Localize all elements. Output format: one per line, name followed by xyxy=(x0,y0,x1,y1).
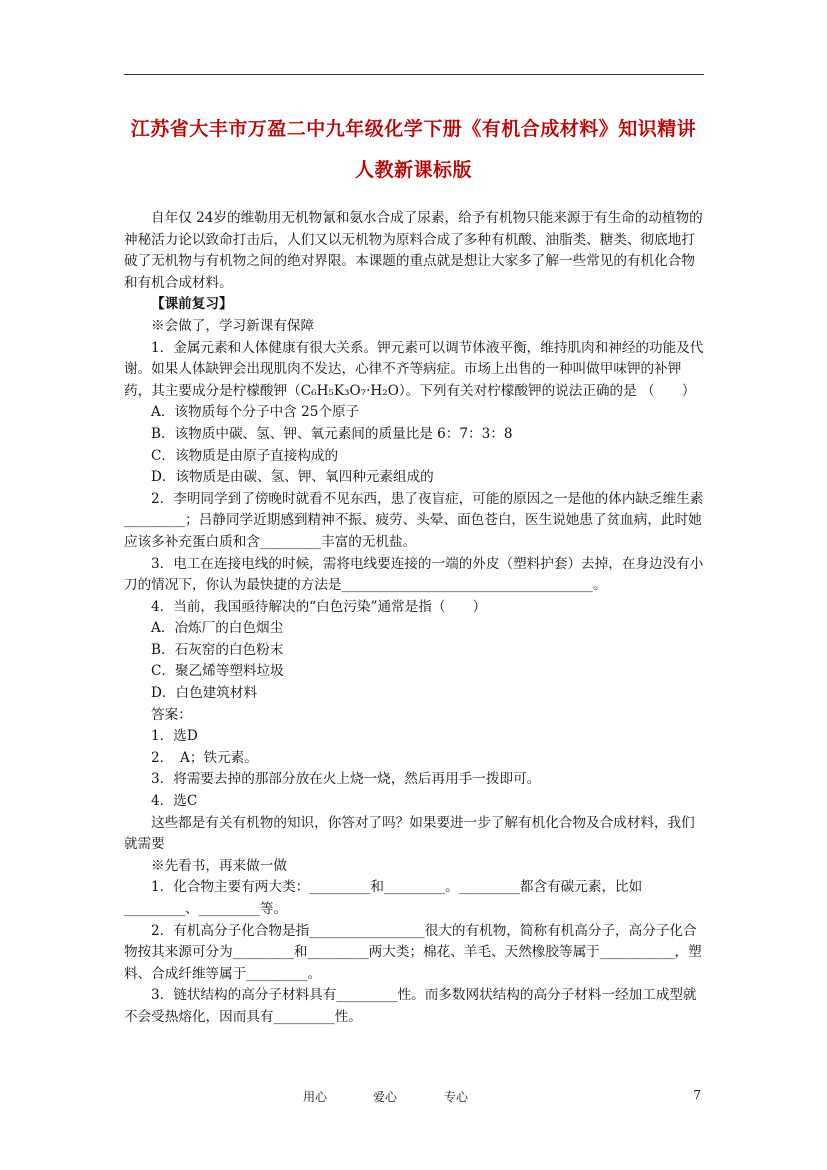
paragraph: 3．链状结构的高分子材料具有_________性。而多数网状结构的高分子材料一经加工成型就不会受热熔化，因而具有_________性。 xyxy=(124,987,697,1025)
header-rule xyxy=(124,74,704,75)
paragraph: D．该物质是由碳、氢、钾、氧四种元素组成的 xyxy=(151,469,434,486)
document-title: 江苏省大丰市万盈二中九年级化学下册《有机合成材料》知识精讲 xyxy=(130,118,697,140)
paragraph: ※先看书，再来做一做 xyxy=(151,857,287,874)
paragraph: 【课前复习】 xyxy=(151,296,233,313)
paragraph: 1．金属元素和人体健康有很大关系。钾元素可以调节体液平衡，维持肌肉和神经的功能及代谢。如果人体缺钾会出现肌肉不发达，心律不齐等病症。市场上出售的一种叫做甲味钾的补钾药，其主要成分是柠檬酸钾（C₆H₅K₃O₇·H₂O）。下列有关对柠檬酸钾的说法正确的是 （ ） xyxy=(124,339,704,399)
paragraph: 1．选D xyxy=(151,728,198,745)
paragraph: 2． A；铁元素。 xyxy=(151,749,258,766)
page-footer xyxy=(0,1088,827,1108)
paragraph: B．该物质中碳、氢、钾、氧元素间的质量比是 6：7：3：8 xyxy=(151,425,513,442)
paragraph: 1．化合物主要有两大类：_________和_________。_________都含有碳元素，比如_________、_________等。 xyxy=(124,879,643,917)
paragraph: 3．电工在连接电线的时候，需将电线要连接的一端的外皮（塑料护套）去掉，在身边没有小刀的情况下，你认为最快捷的方法是_____________________________________。 xyxy=(124,555,704,594)
paragraph: 4．当前，我国亟待解决的“白色污染”通常是指（ ） xyxy=(151,598,487,615)
document-body xyxy=(124,208,704,1029)
paragraph: A．该物质每个分子中含 25个原子 xyxy=(151,404,360,421)
footer-word: 专心 xyxy=(444,1090,469,1104)
paragraph: ※会做了，学习新课有保障 xyxy=(151,317,315,334)
paragraph: 2．李明同学到了傍晚时就看不见东西，患了夜盲症，可能的原因之一是他的体内缺乏维生素_________；吕静同学近期感到精神不振、疲劳、头晕、面色苍白，医生说她患了贫血病，此时她应该多补充蛋白质和含_________丰富的无机盐。 xyxy=(124,490,704,550)
document-subtitle: 人教新课标版 xyxy=(354,159,472,181)
paragraph: A．冶炼厂的白色烟尘 xyxy=(151,620,284,637)
footer-word: 用心 xyxy=(303,1090,328,1104)
paragraph: 答案： xyxy=(151,706,192,723)
paragraph: B．石灰窑的白色粉末 xyxy=(151,641,284,658)
page-number: 7 xyxy=(693,1088,701,1102)
paragraph: 2．有机高分子化合物是指_________________很大的有机物，简称有机高分子，高分子化合物按其来源可分为_________和_________两大类；棉花、羊毛、天然橡胶等属于___________，塑料、合成纤维等属于_________。 xyxy=(124,922,702,982)
paragraph: 3．将需要去掉的那部分放在火上烧一烧，然后再用手一拨即可。 xyxy=(151,771,541,788)
paragraph: D．白色建筑材料 xyxy=(151,685,258,702)
paragraph: C．该物质是由原子直接构成的 xyxy=(151,447,339,464)
footer-word: 爱心 xyxy=(373,1090,398,1104)
paragraph: 自年仅 24岁的维勒用无机物氰和氨水合成了尿素，给予有机物只能来源于有生命的动植物的神秘活力论以致命打击后，人们又以无机物为原料合成了多种有机酸、油脂类、糖类、彻底地打破了无机物与有机物之间的绝对界限。本课题的重点就是想让大家多了解一些常见的有机化合物和有机合成材料。 xyxy=(124,210,703,291)
paragraph: 这些都是有关有机物的知识，你答对了吗？如果要进一步了解有机化合物及合成材料，我们就需要 xyxy=(124,814,695,853)
paragraph: C．聚乙烯等塑料垃圾 xyxy=(151,663,284,680)
paragraph: 4．选C xyxy=(151,793,198,810)
